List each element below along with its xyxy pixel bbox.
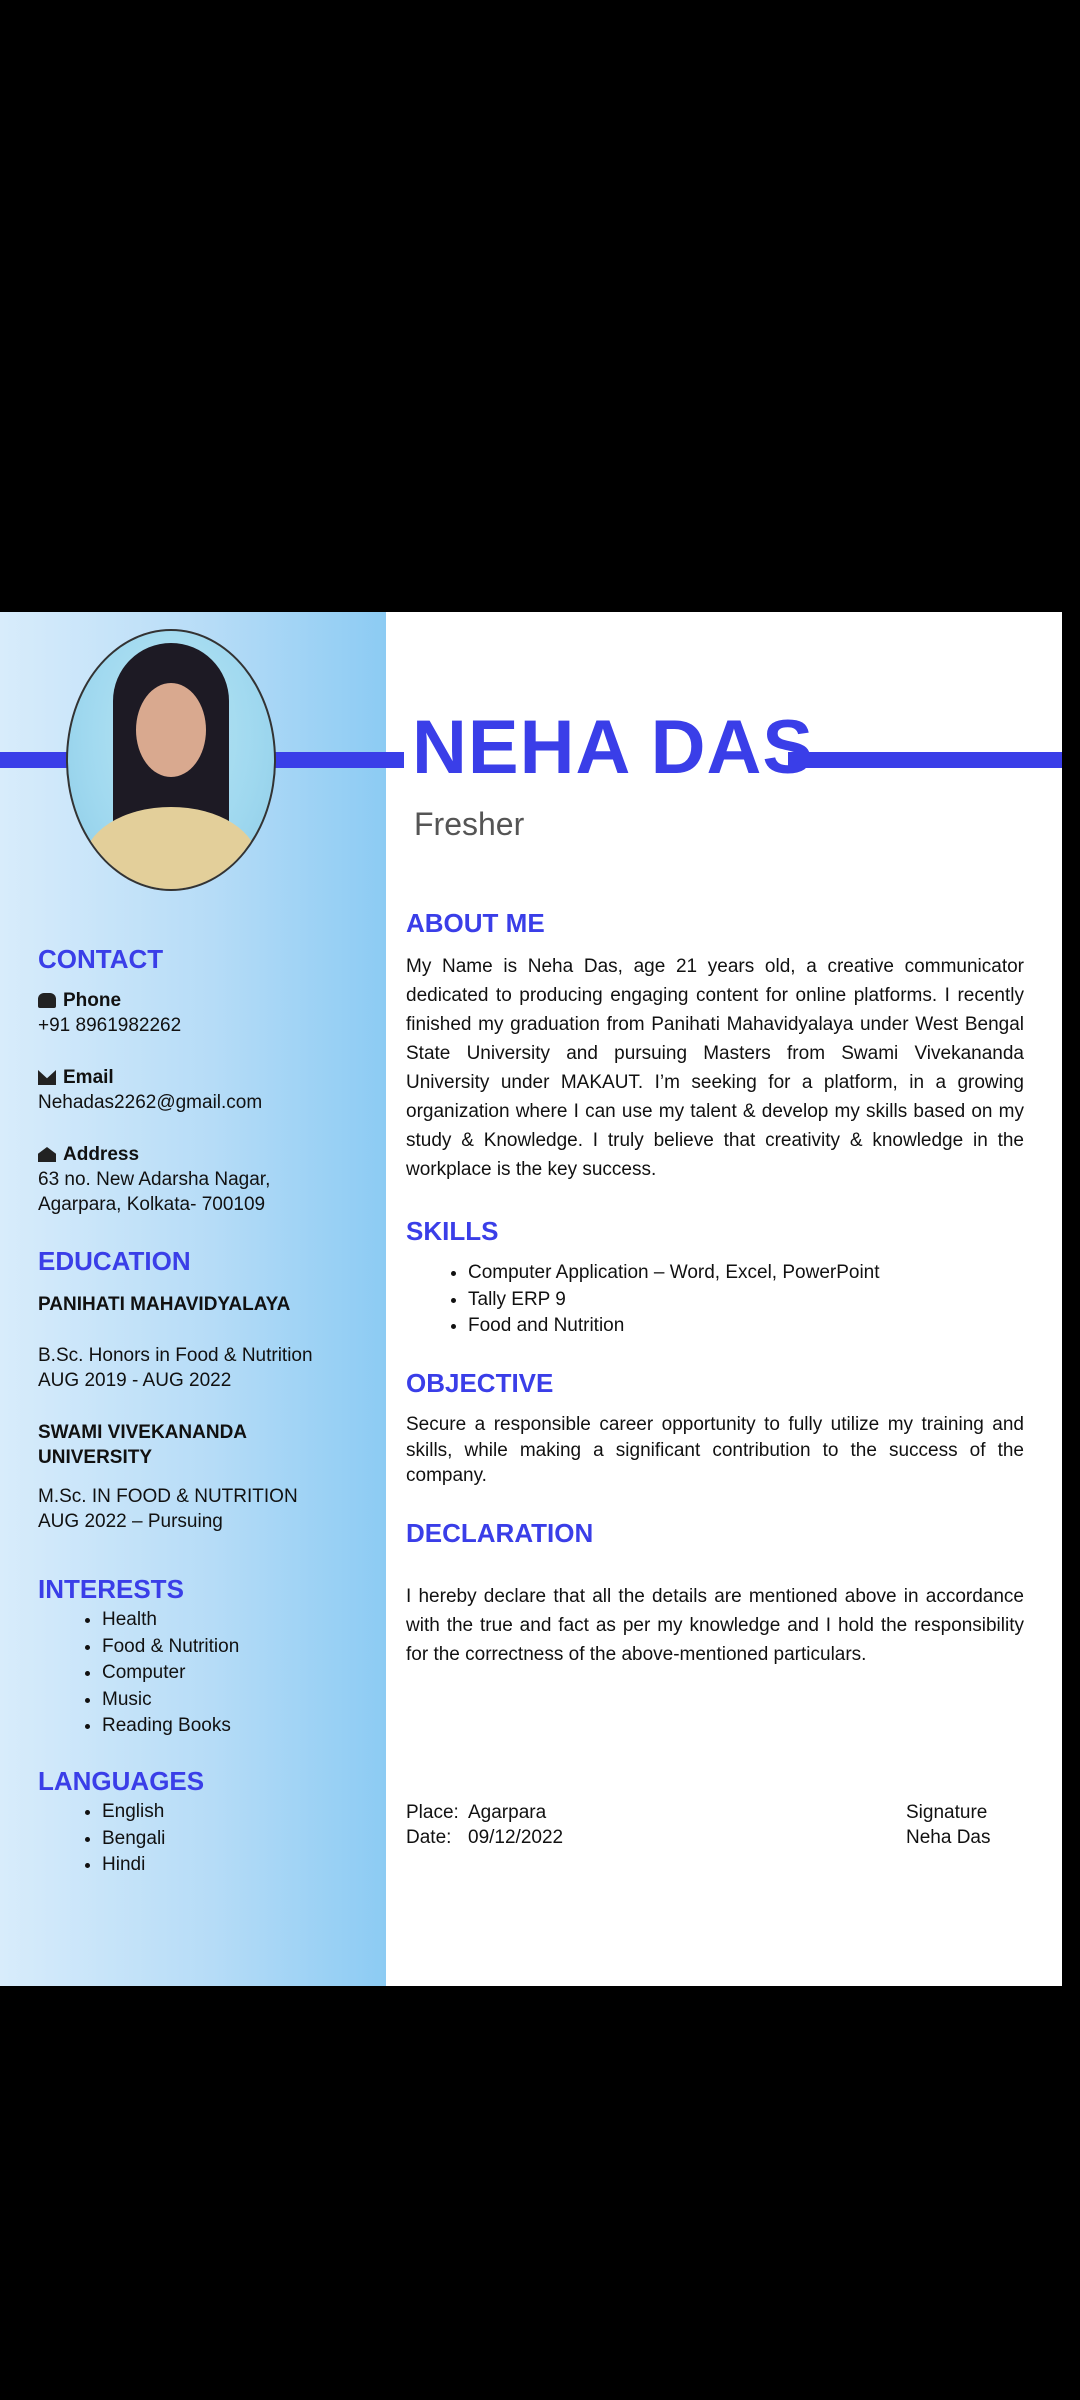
address-line-1: 63 no. New Adarsha Nagar, <box>38 1169 271 1190</box>
place-value: Agarpara <box>468 1802 547 1823</box>
list-item: • English <box>102 1799 165 1826</box>
telephone-icon <box>38 993 56 1008</box>
candidate-name: NEHA DAS <box>412 705 815 790</box>
degree-1: B.Sc. Honors in Food & Nutrition <box>38 1345 313 1366</box>
list-item: • Reading Books <box>102 1713 239 1740</box>
objective-heading: OBJECTIVE <box>406 1368 554 1398</box>
place-date-values <box>468 1800 563 1850</box>
skills-list <box>428 1260 880 1340</box>
address-block <box>38 1142 270 1217</box>
contact-heading: CONTACT <box>38 944 164 974</box>
education-heading: EDUCATION <box>38 1246 191 1276</box>
about-heading: ABOUT ME <box>406 908 545 938</box>
email-value[interactable]: Nehadas2262@gmail.com <box>38 1092 263 1113</box>
about-text: My Name is Neha Das, age 21 years old, a creative communicator dedicated to producing engaging content for online platforms. I recently finished my graduation from Panihati Mahavidyalaya under West Bengal State University and pursuing Masters from Swami Vivekananda University under MAKAUT. I’m seeking for a platform, in a growing organization where I can use my talent & develop my skills based on my study & Knowledge. I truly believe that creativity & knowledge in the workplace is the key success. <box>406 956 1024 1180</box>
candidate-role: Fresher <box>414 806 525 842</box>
education-2 <box>38 1484 298 1534</box>
accent-bar-right <box>788 752 1062 768</box>
list-item: • Food & Nutrition <box>102 1634 239 1661</box>
list-item: • Computer <box>102 1660 239 1687</box>
degree-2: M.Sc. IN FOOD & NUTRITION <box>38 1486 298 1507</box>
school-1: PANIHATI MAHAVIDYALAYA <box>38 1294 291 1315</box>
signature-label: Signature <box>906 1802 988 1823</box>
mailbox-icon <box>38 1147 56 1162</box>
objective-text: Secure a responsible career opportunity to fully utilize my training and skills, while making a significant contribution to the success of the company. <box>406 1414 1024 1486</box>
place-date-labels <box>406 1800 459 1850</box>
list-item: • Bengali <box>102 1826 165 1853</box>
interests-heading: INTERESTS <box>38 1574 184 1604</box>
place-label: Place: <box>406 1802 459 1823</box>
phone-block <box>38 988 181 1038</box>
school-2-line-1: SWAMI VIVEKANANDA <box>38 1422 248 1443</box>
profile-photo <box>66 629 276 891</box>
dates-2: AUG 2022 – Pursuing <box>38 1511 223 1532</box>
signature-block <box>906 1800 991 1850</box>
date-value: 09/12/2022 <box>468 1827 564 1848</box>
signature-name: Neha Das <box>906 1827 991 1848</box>
list-item: • Music <box>102 1687 239 1714</box>
email-label: Email <box>63 1067 114 1088</box>
list-item: • Tally ERP 9 <box>468 1287 880 1314</box>
list-item: • Hindi <box>102 1852 165 1879</box>
address-line-2: Agarpara, Kolkata- 700109 <box>38 1194 266 1215</box>
declaration-text: I hereby declare that all the details are mentioned above in accordance with the true and fact as per my knowledge and I hold the responsibility for the correctness of the above-mentioned particulars. <box>406 1586 1024 1665</box>
resume-page <box>0 612 1062 1986</box>
dates-1: AUG 2019 - AUG 2022 <box>38 1370 232 1391</box>
school-2 <box>38 1420 247 1470</box>
list-item: • Computer Application – Word, Excel, PowerPoint <box>468 1260 880 1287</box>
phone-label: Phone <box>63 990 122 1011</box>
skills-heading: SKILLS <box>406 1216 499 1246</box>
school-2-line-2: UNIVERSITY <box>38 1447 153 1468</box>
mail-icon <box>38 1070 56 1085</box>
languages-heading: LANGUAGES <box>38 1766 205 1796</box>
education-1 <box>38 1343 313 1393</box>
interests-list <box>60 1607 239 1740</box>
languages-list <box>60 1799 165 1879</box>
list-item: • Food and Nutrition <box>468 1313 880 1340</box>
email-block <box>38 1065 262 1115</box>
address-label: Address <box>63 1144 140 1165</box>
date-label: Date: <box>406 1827 452 1848</box>
declaration-heading: DECLARATION <box>406 1518 594 1548</box>
phone-value[interactable]: +91 8961982262 <box>38 1015 182 1036</box>
list-item: • Health <box>102 1607 239 1634</box>
